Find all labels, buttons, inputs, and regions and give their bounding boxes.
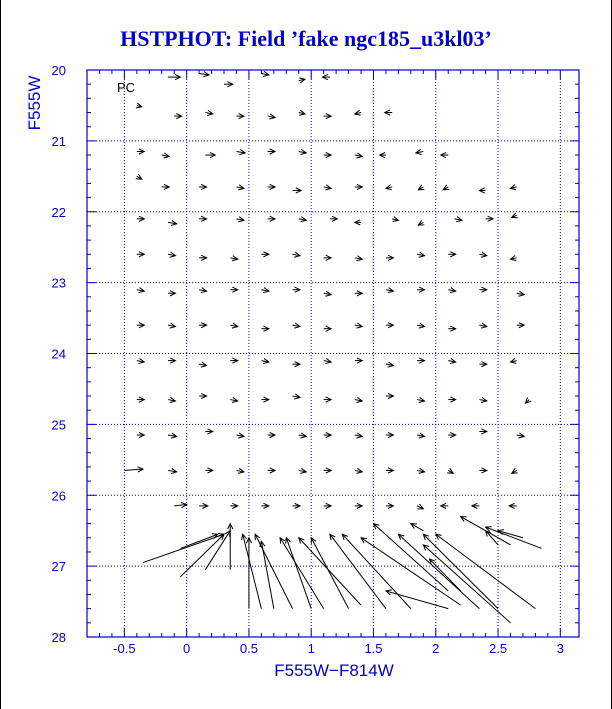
vector-arrow — [299, 110, 305, 115]
vector-arrow — [479, 362, 486, 367]
vector-arrow — [199, 393, 206, 398]
vector-arrow — [268, 149, 275, 154]
vector-arrow — [261, 397, 268, 402]
vector-arrow — [230, 287, 237, 292]
vector-arrow — [168, 323, 175, 328]
vector-arrow — [168, 433, 177, 438]
vector-arrow — [355, 110, 361, 115]
grid-lines — [87, 70, 579, 637]
vector-arrow — [299, 78, 305, 83]
vector-arrow — [230, 503, 237, 508]
vector-arrow — [261, 358, 268, 363]
vector-arrow — [236, 185, 243, 190]
vector-arrow — [268, 432, 275, 437]
vector-arrow — [236, 149, 245, 154]
vector-arrow — [486, 216, 493, 221]
vector-arrow — [479, 188, 485, 193]
vector-arrow — [322, 74, 329, 79]
vector-arrow — [205, 152, 215, 157]
vector-arrow — [443, 185, 449, 190]
x-axis-label: F555W−F814W — [274, 661, 394, 680]
vector-arrow — [417, 252, 424, 257]
vector-arrow — [293, 503, 300, 508]
vector-arrow — [241, 534, 261, 608]
vector-arrow — [174, 502, 186, 507]
vector-arrow — [205, 110, 212, 115]
y-tick-label: 25 — [51, 417, 66, 433]
vector-arrow — [324, 185, 331, 190]
vector-arrow — [417, 433, 424, 438]
vector-arrow — [441, 152, 448, 157]
vector-arrow — [355, 256, 362, 261]
vector-arrow — [417, 468, 424, 473]
chart-title: HSTPHOT: Field ’fake ngc185_u3kl03’ — [120, 26, 492, 51]
vector-arrow — [510, 358, 516, 363]
vector-arrow — [423, 534, 498, 608]
vector-arrow — [299, 149, 306, 154]
vector-arrow — [517, 433, 524, 438]
y-tick-label: 24 — [51, 346, 66, 362]
vector-arrow — [324, 468, 331, 473]
vector-arrow — [324, 291, 331, 296]
y-tick-label: 28 — [51, 630, 66, 645]
vector-arrow — [199, 362, 206, 367]
x-tick-label: 1 — [307, 641, 315, 656]
vector-arrow — [386, 468, 393, 473]
vector-arrow — [137, 397, 144, 402]
vector-arrow — [299, 468, 306, 473]
vector-arrow — [205, 468, 212, 473]
vector-arrow — [286, 538, 312, 609]
vector-arrow — [168, 74, 180, 79]
vector-arrow — [324, 113, 331, 118]
vector-arrow — [293, 188, 302, 193]
vector-arrow — [479, 323, 486, 328]
vector-arrow — [324, 326, 331, 331]
vector-arrow — [236, 113, 243, 118]
vector-arrow — [418, 220, 424, 225]
vector-arrow — [355, 468, 362, 473]
vector-arrow — [261, 326, 268, 331]
vector-arrow — [479, 397, 486, 402]
vector-arrow — [136, 103, 142, 108]
vector-arrow — [448, 432, 455, 437]
vector-arrow — [293, 323, 300, 328]
vector-arrow — [199, 216, 206, 221]
vector-arrow — [355, 397, 362, 402]
vector-arrow — [436, 534, 536, 608]
vector-arrow — [137, 216, 144, 221]
vector-arrow — [168, 468, 177, 473]
vector-arrow — [454, 217, 461, 222]
vector-arrow — [416, 149, 423, 154]
vector-arrow — [299, 433, 306, 438]
vector-arrow — [168, 358, 175, 363]
vector-arrow — [299, 217, 306, 222]
vector-arrow — [293, 287, 300, 292]
x-tick-label: 3 — [556, 641, 564, 656]
vector-arrow — [137, 149, 144, 154]
vector-arrow — [355, 323, 362, 328]
vector-arrow — [392, 217, 398, 222]
vector-arrow — [230, 358, 237, 363]
vector-arrow — [512, 468, 518, 473]
vector-arrow — [386, 503, 393, 508]
vector-arrow — [324, 358, 331, 363]
vector-arrow — [293, 394, 300, 399]
vector-arrow — [199, 323, 206, 328]
vector-arrow — [386, 362, 393, 367]
vector-arrow — [260, 541, 274, 608]
vector-arrow — [199, 72, 209, 77]
vector-arrow — [324, 397, 331, 402]
vector-arrow — [205, 429, 212, 434]
vector-arrow — [386, 255, 393, 260]
vector-arrow — [199, 184, 206, 189]
x-tick-label: 0 — [183, 641, 191, 656]
vector-arrow — [411, 524, 423, 531]
x-tick-labels — [113, 641, 564, 656]
vector-arrow — [472, 503, 479, 508]
vector-arrow — [448, 326, 455, 331]
vector-arrow — [448, 358, 455, 363]
vector-arrow — [486, 531, 498, 545]
vector-arrow — [162, 153, 169, 158]
vector-arrow — [162, 184, 169, 189]
vector-arrow — [447, 468, 453, 473]
vector-arrow — [268, 114, 275, 119]
vector-arrow — [268, 184, 275, 189]
vector-arrow — [448, 288, 455, 293]
vector-arrow — [386, 323, 393, 328]
x-tick-label: 2 — [432, 641, 440, 656]
vector-arrow — [386, 288, 393, 293]
vector-arrow — [137, 432, 144, 437]
vector-arrow — [228, 524, 233, 570]
vector-arrow — [293, 362, 300, 367]
vector-arrow — [324, 152, 331, 157]
vector-arrow — [355, 153, 362, 158]
vector-arrow — [517, 291, 524, 296]
vector-arrow — [324, 255, 331, 260]
vector-arrow — [168, 252, 175, 257]
y-tick-label: 27 — [51, 559, 66, 575]
vector-arrow — [293, 252, 300, 257]
vector-arrow — [137, 252, 144, 257]
vector-arrow — [261, 288, 268, 293]
vector-arrow — [517, 323, 524, 328]
vector-arrow — [386, 590, 448, 609]
vector-arrow — [355, 503, 362, 508]
vector-arrow — [441, 503, 448, 508]
vector-arrow — [479, 252, 486, 257]
vector-arrow — [199, 255, 206, 260]
vector-arrow — [143, 534, 224, 563]
x-tick-label: 2.5 — [488, 641, 508, 656]
vector-arrow — [324, 503, 331, 508]
vector-arrow — [136, 174, 142, 179]
vector-arrow — [417, 397, 424, 402]
vector-arrow — [448, 252, 455, 257]
vector-arrow — [230, 397, 237, 402]
vector-arrow — [174, 113, 181, 118]
vector-arrow — [236, 217, 243, 222]
y-tick-label: 26 — [51, 488, 66, 504]
vector-arrow — [355, 433, 362, 438]
vector-arrow — [268, 468, 275, 473]
vector-arrow — [479, 287, 486, 292]
vector-arrow — [355, 358, 362, 363]
vector-arrow — [330, 534, 386, 608]
vector-arrow — [230, 256, 237, 261]
vector-arrow — [386, 432, 393, 437]
vector-arrow — [512, 213, 518, 218]
vector-arrow — [199, 503, 208, 508]
vector-arrow — [137, 323, 144, 328]
vector-arrow — [418, 185, 424, 190]
y-axis-label: F555W — [25, 75, 44, 131]
vector-arrow — [479, 429, 486, 434]
y-tick-label: 22 — [51, 204, 66, 220]
vector-arrow — [246, 538, 251, 609]
y-tick-label: 21 — [51, 133, 66, 149]
x-tick-label: -0.5 — [113, 641, 136, 656]
y-tick-label: 20 — [51, 63, 66, 78]
vector-arrow — [385, 110, 392, 115]
vector-arrow — [261, 71, 268, 76]
vector-arrow — [199, 288, 206, 293]
y-tick-label: 23 — [51, 275, 66, 291]
vector-arrow — [261, 503, 268, 508]
vector-arrow — [168, 220, 177, 225]
vector-arrow — [509, 503, 516, 508]
vector-arrow — [510, 255, 516, 260]
vector-arrow — [417, 358, 424, 363]
vector-arrow — [386, 393, 393, 398]
vector-arrow — [448, 397, 455, 402]
vector-arrow — [342, 534, 411, 608]
vector-arrow — [417, 504, 423, 509]
vector-arrow — [268, 216, 275, 221]
vector-arrow — [417, 287, 424, 292]
vector-arrow — [386, 185, 392, 190]
vector-arrow — [224, 82, 233, 87]
x-tick-label: 1.5 — [364, 641, 383, 656]
vector-arrow — [355, 184, 362, 189]
vector-arrow — [479, 468, 486, 473]
vector-arrow — [236, 433, 243, 438]
vector-arrow — [230, 323, 237, 328]
vector-arrow — [380, 152, 386, 157]
x-tick-label: 0.5 — [239, 641, 258, 656]
vector-arrow — [486, 527, 542, 549]
vector-arrow — [355, 291, 362, 296]
vector-arrow — [137, 358, 144, 363]
vector-arrow — [168, 397, 175, 402]
vector-arrow — [423, 545, 510, 623]
vector-arrow — [137, 288, 144, 293]
vector-arrow — [299, 538, 361, 605]
vector-arrow — [355, 220, 361, 225]
vector-arrow — [324, 432, 331, 437]
vector-arrow — [124, 467, 143, 472]
vector-arrow — [330, 216, 337, 221]
vector-arrow — [510, 185, 516, 190]
vector-arrow — [168, 291, 175, 296]
vector-arrow — [261, 252, 268, 257]
vector-arrow — [236, 468, 243, 473]
vector-arrow — [525, 398, 531, 404]
y-tick-labels — [52, 63, 66, 645]
detector-annotation: PC — [117, 80, 136, 95]
vector-arrow — [417, 323, 424, 328]
